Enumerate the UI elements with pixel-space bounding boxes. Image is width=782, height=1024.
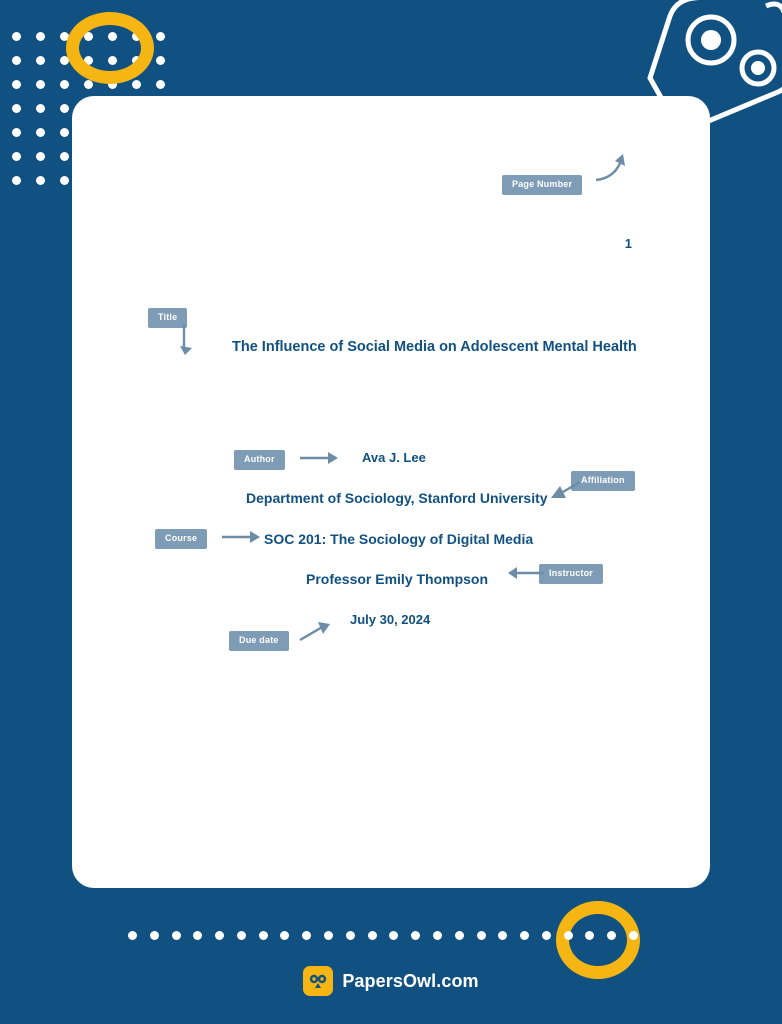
instructor-text: Professor Emily Thompson [306,571,489,587]
arrow-icon-due-date [298,620,332,644]
arrow-icon-author [300,450,340,466]
annotation-tag-author: Author [234,450,285,470]
annotation-tag-page-number: Page Number [502,175,582,195]
dot [156,32,165,41]
dot [150,931,159,940]
annotation-tag-affiliation: Affiliation [571,471,635,491]
dot [498,931,507,940]
brand-footer [0,966,782,996]
dot [433,931,442,940]
dot [12,32,21,41]
dot [36,104,45,113]
dot [477,931,486,940]
dot [36,32,45,41]
dot [36,128,45,137]
arrow-icon-page-number [594,150,628,182]
dot [520,931,529,940]
dot [156,56,165,65]
author-text: Ava J. Lee [362,450,426,465]
dot [36,80,45,89]
dot-row-decoration [128,929,638,941]
dot [60,176,69,185]
annotation-tag-course: Course [155,529,207,549]
arrow-icon-affiliation [548,478,582,502]
dot [12,56,21,65]
dot [368,931,377,940]
dot [629,931,638,940]
dot [132,80,141,89]
dot [302,931,311,940]
dot [346,931,355,940]
dot [128,931,137,940]
dot [193,931,202,940]
dot [542,931,551,940]
dot [585,931,594,940]
dot [411,931,420,940]
affiliation-text: Department of Sociology, Stanford University [246,490,548,506]
dot [564,931,573,940]
dot [12,176,21,185]
dot [12,152,21,161]
dot [36,56,45,65]
dot [60,128,69,137]
dot [12,80,21,89]
dot [36,176,45,185]
arrow-icon-course [222,529,262,545]
yellow-ring-top-decoration [66,12,154,84]
dot [156,80,165,89]
arrow-icon-instructor [508,565,544,581]
dot [237,931,246,940]
dot [36,152,45,161]
document-title-text: The Influence of Social Media on Adolescent Mental Health [232,339,637,355]
dot [259,931,268,940]
dot [215,931,224,940]
annotation-tag-due-date: Due date [229,631,289,651]
dot [12,128,21,137]
due-date-text: July 30, 2024 [350,612,431,627]
course-text: SOC 201: The Sociology of Digital Media [264,531,534,547]
dot [12,104,21,113]
brand-name: PapersOwl.com [342,970,479,991]
annotation-tag-title: Title [148,308,187,328]
dot [60,80,69,89]
dot [324,931,333,940]
annotation-tag-instructor: Instructor [539,564,603,584]
arrow-icon-title [178,322,204,356]
document-page [72,96,710,888]
dot [60,104,69,113]
owl-logo-icon [303,966,333,996]
dot [455,931,464,940]
dot [607,931,616,940]
dot [280,931,289,940]
dot [389,931,398,940]
dot [172,931,181,940]
dot [60,152,69,161]
page-number-text: 1 [624,236,632,251]
